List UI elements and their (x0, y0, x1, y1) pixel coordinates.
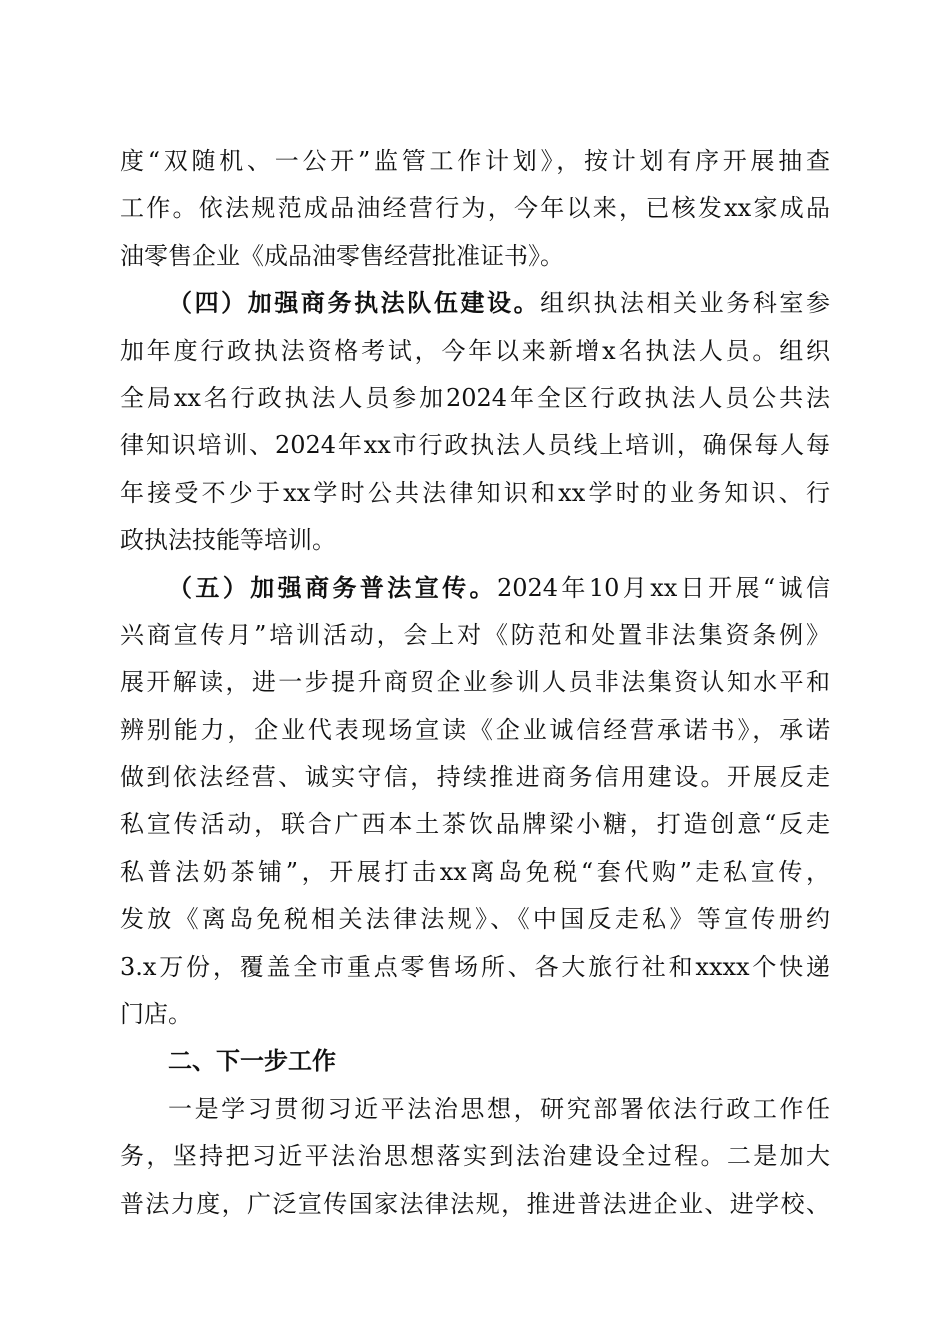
text-line: 做到依法经营、诚实守信，持续推进商务信用建设。开展反走 (120, 763, 830, 792)
text-line: 私宣传活动，联合广西本土茶饮品牌梁小糖，打造创意“反走 (120, 810, 830, 839)
text-line: 政执法技能等培训。 (120, 526, 336, 555)
paragraph-heading: （五）加强商务普法宣传。 (168, 573, 497, 602)
text-line: 工作。依法规范成品油经营行为，今年以来，已核发xx家成品 (120, 194, 830, 223)
text-line: 门店。 (120, 1000, 192, 1029)
paragraph-text: 2024年10月xx日开展“诚信 (496, 573, 830, 602)
text-line: 展开解读，进一步提升商贸企业参训人员非法集资认知水平和 (120, 668, 830, 697)
paragraph-continuation (120, 138, 830, 280)
paragraph-next-steps (120, 1086, 830, 1228)
text-line: 务，坚持把习近平法治思想落实到法治建设全过程。二是加大 (120, 1142, 830, 1171)
text-line: 度“双随机、一公开”监管工作计划》，按计划有序开展抽查 (120, 147, 830, 175)
text-line: 油零售企业《成品油零售经营批准证书》。 (120, 241, 564, 270)
text-line: 辨别能力，企业代表现场宣读《企业诚信经营承诺书》，承诺 (120, 715, 830, 744)
text-line: 全局xx名行政执法人员参加2024年全区行政执法人员公共法 (120, 383, 830, 412)
paragraph-heading: （四）加强商务执法队伍建设。 (168, 289, 541, 318)
text-line: 兴商宣传月”培训活动，会上对《防范和处置非法集资条例》 (120, 620, 830, 649)
text-line: 一是学习贯彻习近平法治思想，研究部署依法行政工作任 (168, 1094, 830, 1123)
text-line: 发放《离岛免税相关法律法规》、《中国反走私》等宣传册约 (120, 905, 830, 934)
paragraph-text: 组织执法相关业务科室参 (540, 289, 831, 318)
text-line: 普法力度，广泛宣传国家法律法规，推进普法进企业、进学校、 (120, 1189, 830, 1218)
text-line: 私普法奶茶铺”，开展打击xx离岛免税“套代购”走私宣传， (120, 857, 830, 886)
document-body (120, 138, 830, 1228)
text-line (120, 280, 830, 327)
text-line: 律知识培训、2024年xx市行政执法人员线上培训，确保每人每 (120, 431, 830, 460)
text-line: 年接受不少于xx学时公共法律知识和xx学时的业务知识、行 (120, 478, 830, 507)
text-line: 加年度行政执法资格考试，今年以来新增x名执法人员。组织 (120, 336, 830, 365)
paragraph-law-publicity (120, 565, 830, 1039)
section-heading: 二、下一步工作 (168, 1047, 336, 1076)
paragraph-enforcement-team (120, 280, 830, 564)
text-line (120, 565, 830, 612)
text-line: 3.x万份，覆盖全市重点零售场所、各大旅行社和xxxx个快递 (120, 952, 830, 981)
